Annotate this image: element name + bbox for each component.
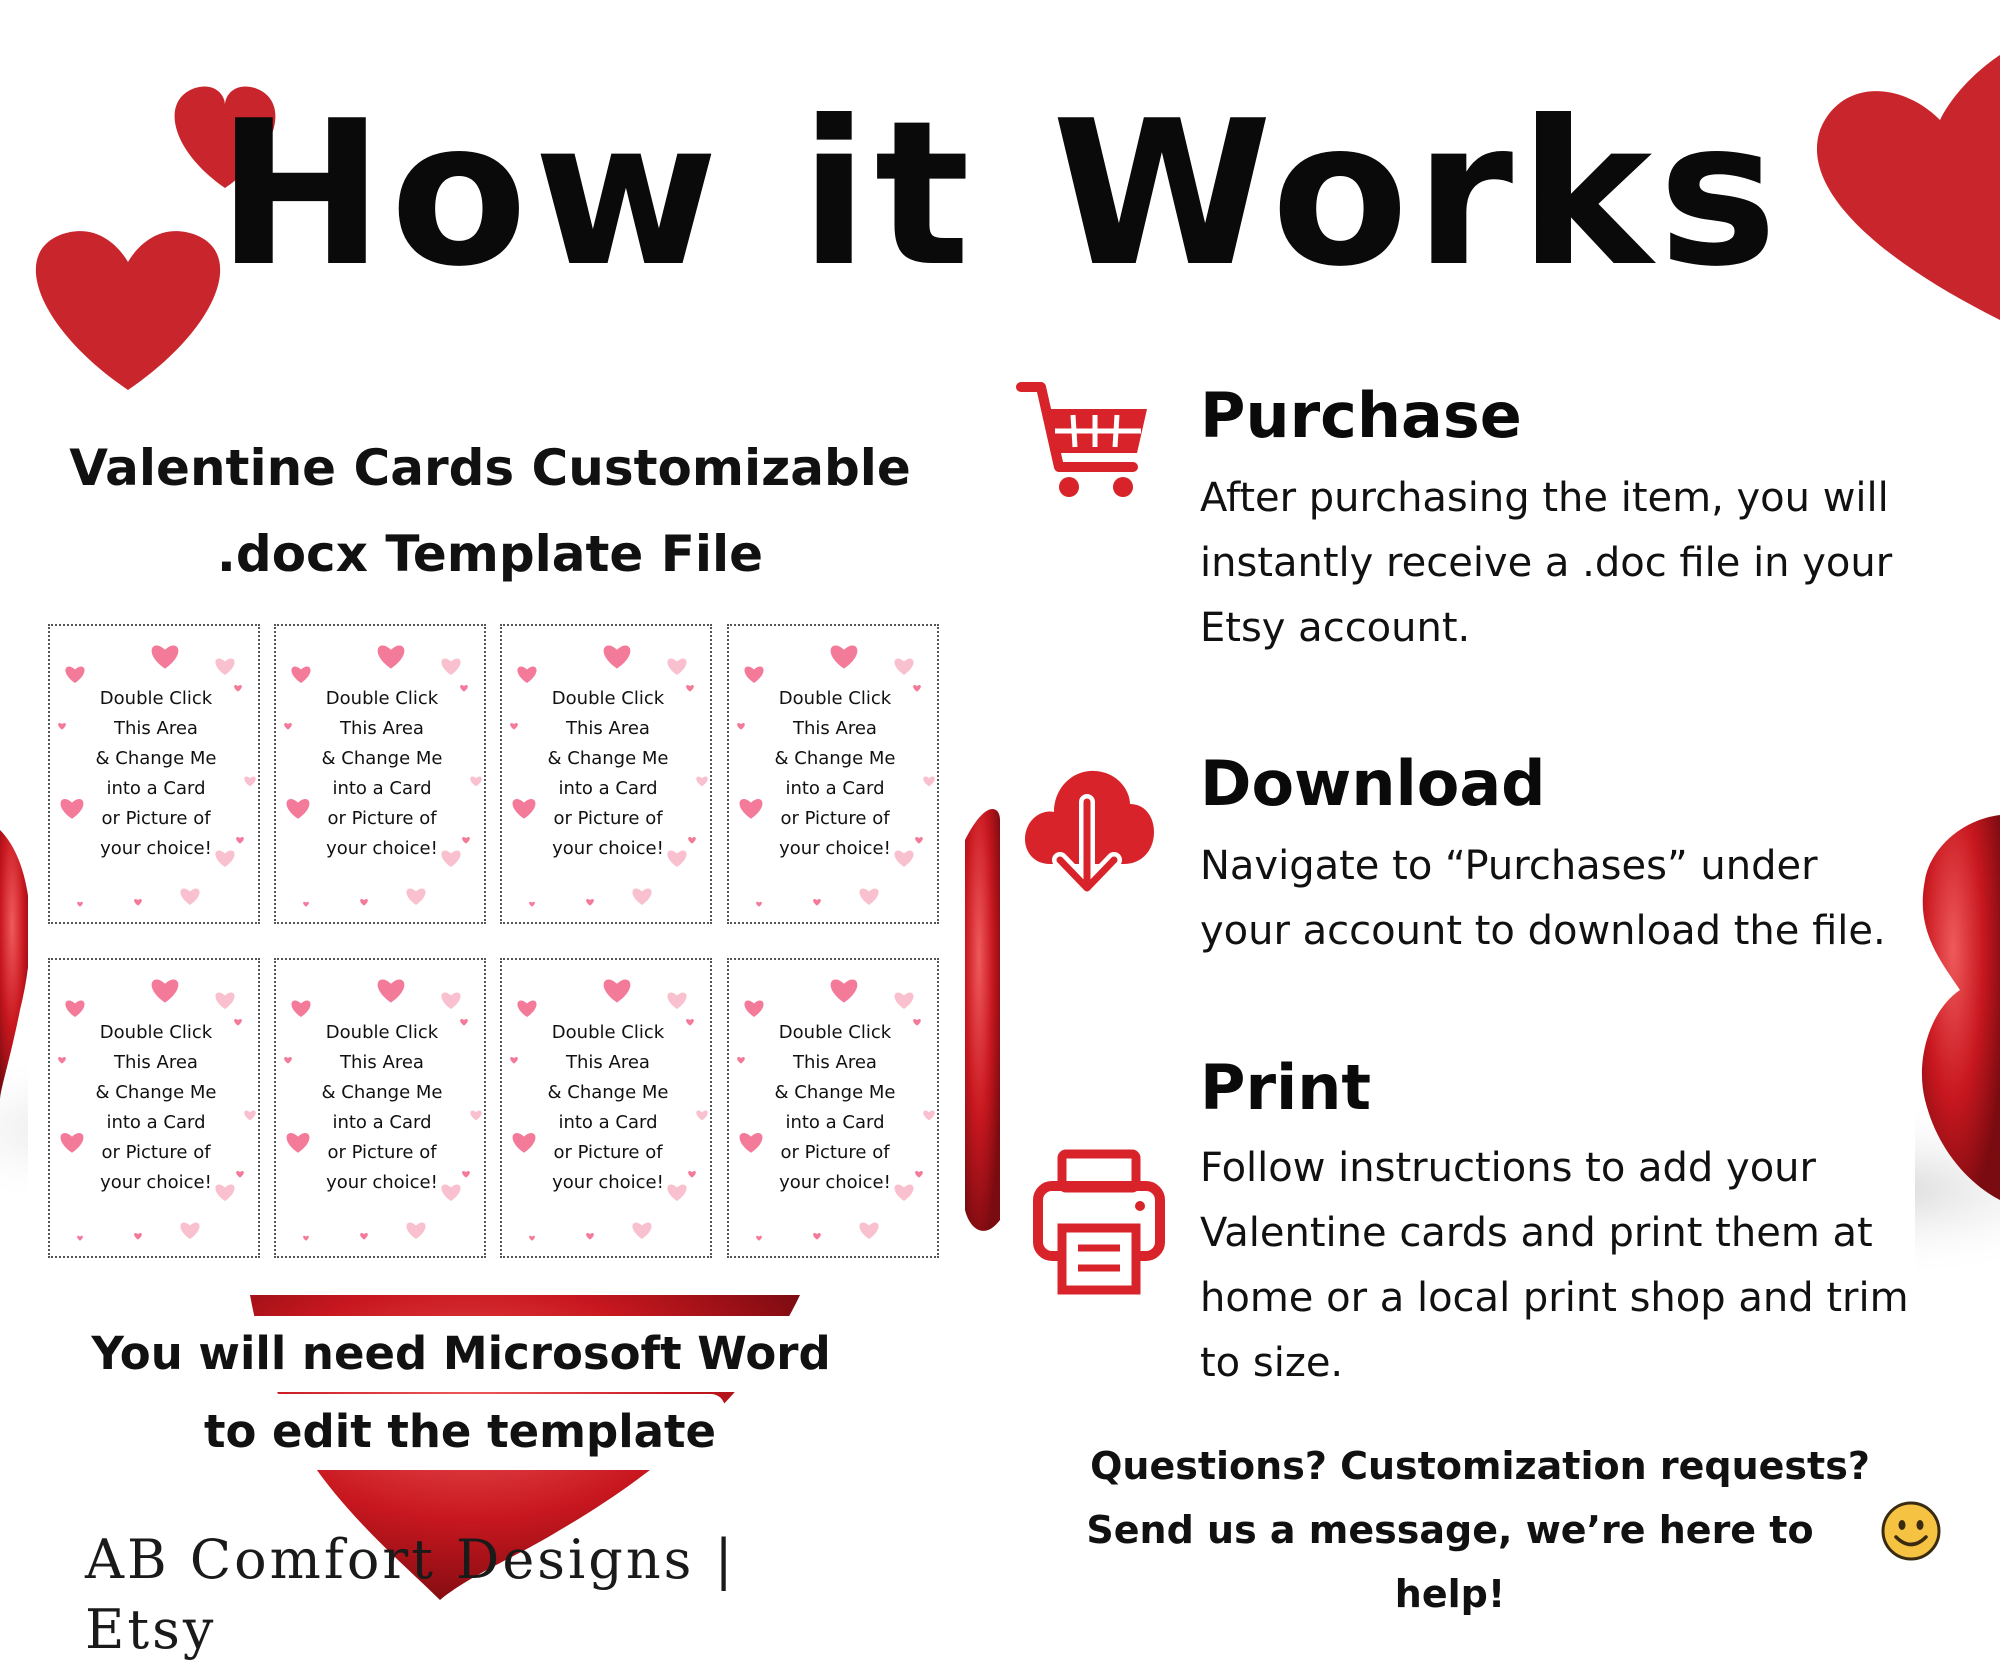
mini-heart-icon bbox=[744, 666, 763, 683]
cloud-download-icon bbox=[1020, 752, 1155, 902]
mini-heart-icon bbox=[152, 645, 179, 668]
card-preview bbox=[500, 624, 712, 924]
template-sheet-preview bbox=[28, 590, 964, 1294]
mini-heart-icon bbox=[291, 666, 310, 683]
product-heading-line-1: Valentine Cards Customizable bbox=[69, 439, 911, 497]
mini-heart-icon bbox=[134, 899, 142, 906]
mini-heart-icon bbox=[152, 979, 179, 1002]
mini-heart-icon bbox=[813, 1233, 821, 1240]
mini-heart-icon bbox=[180, 1222, 199, 1239]
card-preview bbox=[274, 624, 486, 924]
help-line-1: Questions? Customization requests? bbox=[1090, 1444, 1870, 1488]
requirement-line-2: to edit the template bbox=[195, 1394, 725, 1470]
mini-heart-icon bbox=[378, 645, 405, 668]
mini-heart-icon bbox=[441, 658, 460, 675]
mini-heart-icon bbox=[604, 645, 631, 668]
step-body-print: Follow instructions to add your Valentine cards and print them at home or a local print shop and trim to size. bbox=[1200, 1145, 1909, 1386]
card-preview bbox=[48, 624, 260, 924]
mini-heart-icon bbox=[77, 902, 83, 907]
shopping-cart-icon bbox=[1015, 375, 1155, 505]
mini-heart-icon bbox=[667, 658, 686, 675]
mini-heart-icon bbox=[894, 658, 913, 675]
mini-heart-icon bbox=[65, 666, 84, 683]
mini-heart-icon bbox=[406, 888, 425, 905]
step-title-print: Print bbox=[1200, 1051, 1372, 1124]
card-preview bbox=[727, 958, 939, 1258]
mini-heart-icon bbox=[517, 666, 536, 683]
mini-heart-icon bbox=[303, 1236, 309, 1241]
mini-heart-icon bbox=[813, 899, 821, 906]
heart-icon bbox=[965, 809, 1000, 1231]
printer-icon bbox=[1032, 1148, 1166, 1296]
mini-heart-icon bbox=[291, 1000, 310, 1017]
requirement-line-1: You will need Microsoft Word bbox=[82, 1316, 840, 1392]
mini-heart-icon bbox=[586, 899, 594, 906]
page-title: How it Works bbox=[216, 78, 1784, 311]
mini-heart-icon bbox=[586, 1233, 594, 1240]
mini-heart-icon bbox=[859, 1222, 878, 1239]
help-line-2: Send us a message, we’re here to help! bbox=[1086, 1508, 1814, 1616]
mini-heart-icon bbox=[632, 888, 651, 905]
mini-heart-icon bbox=[65, 1000, 84, 1017]
card-placeholder-text: Double Click This Area & Change Me into a Card or Picture of your choice! bbox=[321, 1022, 443, 1193]
card-placeholder-text: Double Click This Area & Change Me into a Card or Picture of your choice! bbox=[95, 1022, 217, 1193]
mini-heart-icon bbox=[378, 979, 405, 1002]
mini-heart-icon bbox=[667, 992, 686, 1009]
smiley-face-icon bbox=[1880, 1500, 1942, 1562]
mini-heart-icon bbox=[303, 902, 309, 907]
card-preview bbox=[274, 958, 486, 1258]
mini-heart-icon bbox=[831, 645, 858, 668]
mini-heart-icon bbox=[756, 1236, 762, 1241]
mini-heart-icon bbox=[180, 888, 199, 905]
mini-heart-icon bbox=[744, 1000, 763, 1017]
mini-heart-icon bbox=[134, 1233, 142, 1240]
card-placeholder-text: Double Click This Area & Change Me into a Card or Picture of your choice! bbox=[321, 688, 443, 859]
card-preview bbox=[500, 958, 712, 1258]
product-heading-line-2: .docx Template File bbox=[216, 525, 764, 583]
card-preview bbox=[48, 958, 260, 1258]
mini-heart-icon bbox=[632, 1222, 651, 1239]
card-placeholder-text: Double Click This Area & Change Me into a Card or Picture of your choice! bbox=[547, 688, 669, 859]
mini-heart-icon bbox=[360, 899, 368, 906]
card-placeholder-text: Double Click This Area & Change Me into a Card or Picture of your choice! bbox=[774, 1022, 896, 1193]
step-title-download: Download bbox=[1200, 747, 1546, 820]
step-body-download: Navigate to “Purchases” under your account to download the file. bbox=[1200, 843, 1886, 954]
mini-heart-icon bbox=[604, 979, 631, 1002]
mini-heart-icon bbox=[859, 888, 878, 905]
mini-heart-icon bbox=[529, 902, 535, 907]
card-placeholder-text: Double Click This Area & Change Me into a Card or Picture of your choice! bbox=[547, 1022, 669, 1193]
mini-heart-icon bbox=[215, 992, 234, 1009]
mini-heart-icon bbox=[756, 902, 762, 907]
mini-heart-icon bbox=[215, 658, 234, 675]
mini-heart-icon bbox=[406, 1222, 425, 1239]
mini-heart-icon bbox=[831, 979, 858, 1002]
step-body-purchase: After purchasing the item, you will instantly receive a .doc file in your Etsy account. bbox=[1200, 475, 1893, 651]
mini-heart-icon bbox=[360, 1233, 368, 1240]
product-heading bbox=[40, 425, 940, 597]
brand-footer: AB Comfort Designs | Etsy bbox=[85, 1528, 736, 1661]
step-title-purchase: Purchase bbox=[1200, 379, 1522, 452]
mini-heart-icon bbox=[894, 992, 913, 1009]
card-placeholder-text: Double Click This Area & Change Me into a Card or Picture of your choice! bbox=[774, 688, 896, 859]
card-placeholder-text: Double Click This Area & Change Me into a Card or Picture of your choice! bbox=[95, 688, 217, 859]
mini-heart-icon bbox=[517, 1000, 536, 1017]
mini-heart-icon bbox=[441, 992, 460, 1009]
mini-heart-icon bbox=[77, 1236, 83, 1241]
mini-heart-icon bbox=[529, 1236, 535, 1241]
card-preview bbox=[727, 624, 939, 924]
